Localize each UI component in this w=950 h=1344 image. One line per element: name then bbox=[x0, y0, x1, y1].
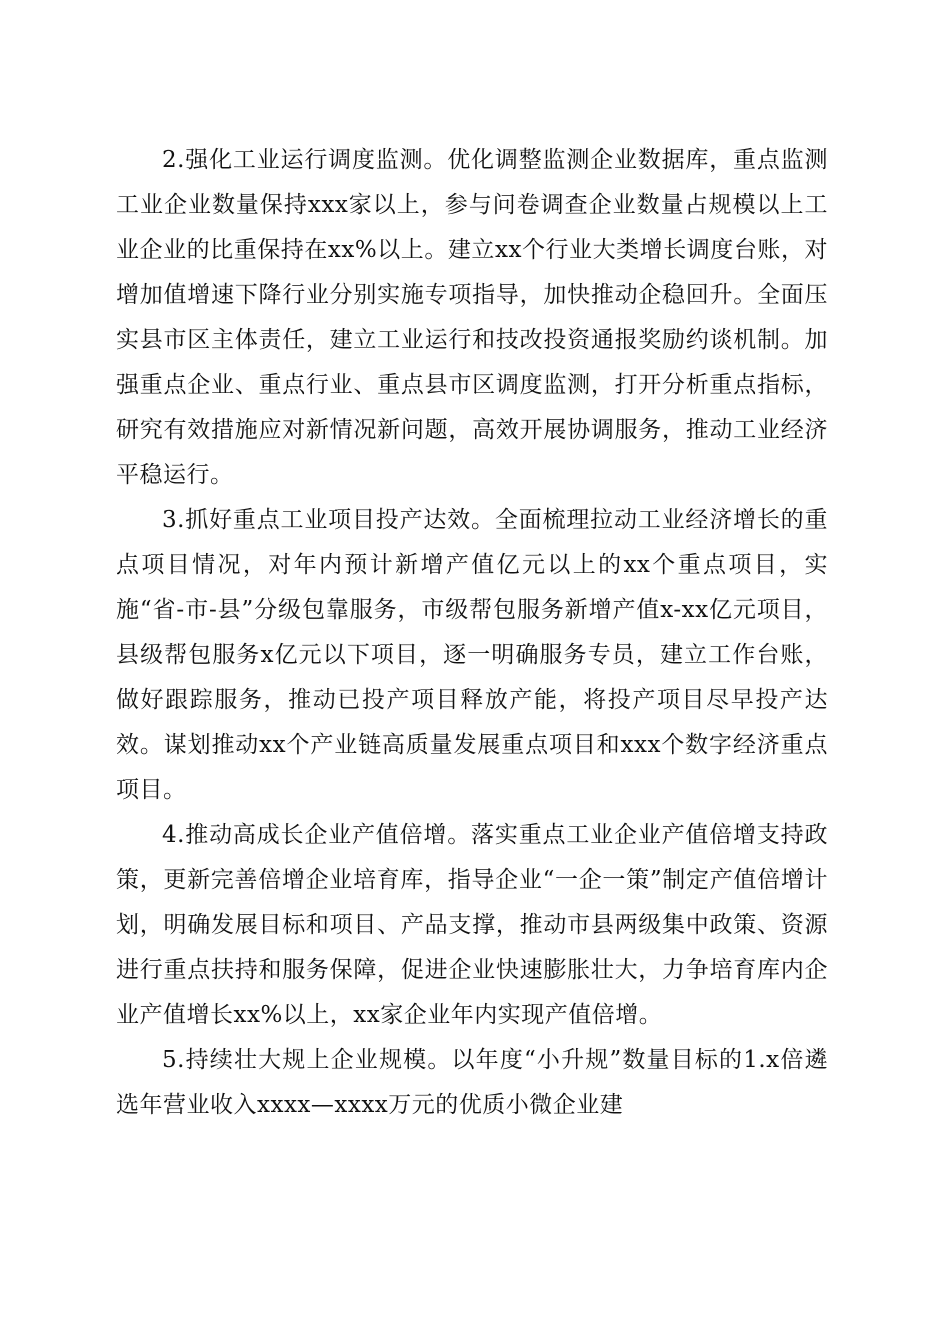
document-body bbox=[116, 138, 828, 1128]
paragraph-2-industrial-monitoring: 2.强化工业运行调度监测。优化调整监测企业数据库，重点监测工业企业数量保持xxx家以上，参与问卷调查企业数量占规模以上工业企业的比重保持在xx%以上。建立xx个行业大类增长调度台账，对增加值增速下降行业分别实施专项指导，加快推动企稳回升。全面压实县市区主体责任，建立工业运行和技改投资通报奖励约谈机制。加强重点企业、重点行业、重点县市区调度监测，打开分析重点指标，研究有效措施应对新情况新问题，高效开展协调服务，推动工业经济平稳运行。 bbox=[116, 147, 828, 488]
paragraph-4-output-doubling: 4.推动高成长企业产值倍增。落实重点工业企业产值倍增支持政策，更新完善倍增企业培育库，指导企业“一企一策”制定产值倍增计划，明确发展目标和项目、产品支撑，推动市县两级集中政策、资源进行重点扶持和服务保障，促进企业快速膨胀壮大，力争培育库内企业产值增长xx%以上，xx家企业年内实现产值倍增。 bbox=[116, 822, 828, 1028]
paragraph-3-key-projects: 3.抓好重点工业项目投产达效。全面梳理拉动工业经济增长的重点项目情况，对年内预计新增产值亿元以上的xx个重点项目，实施“省-市-县”分级包靠服务，市级帮包服务新增产值x-xx亿元项目，县级帮包服务x亿元以下项目，逐一明确服务专员，建立工作台账，做好跟踪服务，推动已投产项目释放产能，将投产项目尽早投产达效。谋划推动xx个产业链高质量发展重点项目和xxx个数字经济重点项目。 bbox=[116, 507, 828, 803]
paragraph-5-enterprise-scale: 5.持续壮大规上企业规模。以年度“小升规”数量目标的1.x倍遴选年营业收入xxxx—xxxx万元的优质小微企业建 bbox=[116, 1047, 828, 1118]
